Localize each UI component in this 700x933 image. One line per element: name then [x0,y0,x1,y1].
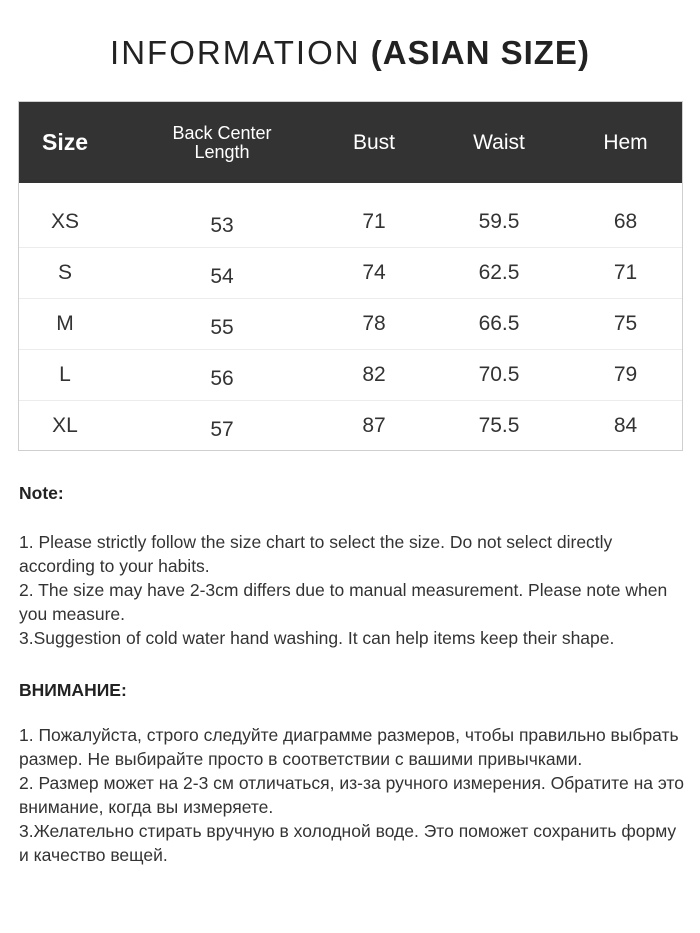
note-ru-item: 2. Размер может на 2-3 см отличаться, из-за ручного измерения. Обратите на это внимание, когда вы измеряете. [19,773,684,817]
note-en-item: 1. Please strictly follow the size chart to select the size. Do not select directly according to your habits. [19,532,613,576]
header-back-line1: Back Center [172,122,272,143]
cell-bust: 78 [362,312,386,335]
cell-bust: 74 [362,261,386,284]
cell-size: L [59,363,71,386]
cell-hem: 71 [613,261,638,284]
table-row [19,247,682,298]
cell-waist: 70.5 [478,363,520,386]
table-row [19,400,682,451]
header-bust: Bust [352,130,396,154]
cell-waist: 66.5 [478,312,520,335]
size-chart-table [18,101,683,451]
cell-back-center-length: 54 [210,265,234,288]
cell-waist: 59.5 [478,210,520,233]
note-ru-heading: ВНИМАНИЕ: [19,680,127,700]
cell-size: XS [50,210,79,233]
note-en-list [19,530,689,650]
title-bold: (ASIAN SIZE) [370,34,590,71]
note-ru-item: 1. Пожалуйста, строго следуйте диаграмме размеров, чтобы правильно выбрать размер. Не выбирайте просто в соответствии с вашими привычками. [19,725,679,769]
table-row [19,197,682,247]
cell-size: S [57,261,72,284]
table-row [19,298,682,349]
cell-waist: 62.5 [478,261,520,284]
cell-back-center-length: 55 [210,316,234,339]
cell-bust: 71 [362,210,386,233]
cell-back-center-length: 53 [210,214,234,237]
note-en-item: 2. The size may have 2-3cm differs due to manual measurement. Please note when you measure. [19,580,668,624]
note-en-heading: Note: [19,483,64,503]
cell-hem: 68 [613,210,638,233]
cell-size: M [56,312,74,335]
cell-size: XL [52,414,78,437]
cell-hem: 84 [613,414,638,437]
cell-back-center-length: 56 [210,367,234,390]
note-en-item: 3.Suggestion of cold water hand washing. It can help items keep their shape. [19,628,615,648]
cell-hem: 79 [613,363,638,386]
header-back-center-length [139,102,305,183]
table-header [19,102,682,183]
cell-waist: 75.5 [478,414,520,437]
cell-bust: 87 [362,414,386,437]
header-size: Size [41,129,89,155]
cell-bust: 82 [362,363,386,386]
header-back-line2: Length [194,141,250,162]
note-ru-list [19,723,689,867]
cell-back-center-length: 57 [210,418,234,441]
table-row [19,349,682,400]
note-ru-heading-block [19,678,689,702]
title-light: INFORMATION [110,34,361,71]
cell-hem: 75 [613,312,638,335]
note-en-heading-block [19,481,689,505]
header-hem: Hem [603,130,648,154]
page-title [0,34,700,72]
note-ru-item: 3.Желательно стирать вручную в холодной воде. Это поможет сохранить форму и качество вещей. [19,821,677,865]
header-waist: Waist [473,130,525,154]
